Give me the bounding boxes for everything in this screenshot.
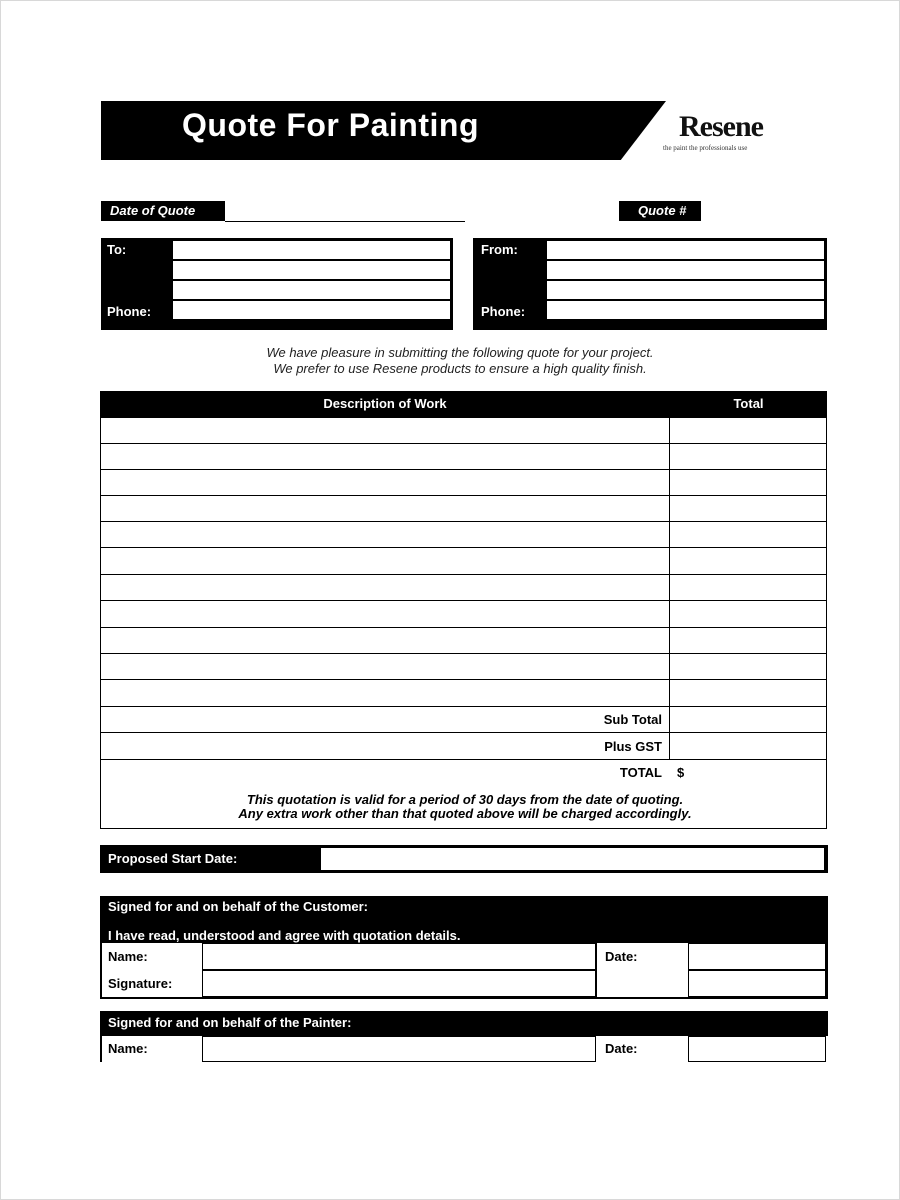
painter-name-field[interactable] <box>202 1036 596 1062</box>
summary-row <box>101 733 826 760</box>
resene-logo: Resene <box>679 110 763 143</box>
painter-date-label: Date: <box>605 1041 638 1056</box>
summary-row <box>101 680 826 707</box>
customer-date-divider <box>595 943 597 999</box>
gst-label: Plus GST <box>604 739 662 754</box>
work-description-cell[interactable] <box>101 601 670 627</box>
work-total-cell[interactable] <box>670 601 826 627</box>
from-phone-field[interactable] <box>546 300 825 320</box>
customer-date-field-2[interactable] <box>688 970 826 997</box>
work-total-cell[interactable] <box>670 470 826 495</box>
from-label: From: <box>481 242 518 257</box>
painter-name-label: Name: <box>108 1041 148 1056</box>
work-description-cell[interactable] <box>101 418 670 443</box>
summary-value-cell[interactable] <box>670 707 826 732</box>
work-total-cell[interactable] <box>670 548 826 574</box>
brand-tagline: the paint the professionals use <box>663 144 748 152</box>
col-description-header: Description of Work <box>323 396 447 411</box>
work-description-cell[interactable] <box>101 654 670 679</box>
to-line-1[interactable] <box>172 240 451 260</box>
customer-left-rule <box>100 943 102 999</box>
customer-name-label: Name: <box>108 949 148 964</box>
date-of-quote-field[interactable] <box>225 219 465 222</box>
customer-heading: Signed for and on behalf of the Customer: <box>108 899 368 914</box>
work-row <box>101 496 826 522</box>
work-description-cell[interactable] <box>101 575 670 600</box>
work-description-cell[interactable] <box>101 444 670 469</box>
work-row <box>101 628 826 654</box>
customer-name-field[interactable] <box>202 943 596 970</box>
work-description-cell[interactable] <box>101 548 670 574</box>
page-title: Quote For Painting <box>182 107 479 143</box>
painter-left-rule <box>100 1036 102 1062</box>
quote-number-label: Quote # <box>638 203 687 218</box>
validity-note-1: This quotation is valid for a period of 30 days from the date of quoting. <box>246 792 684 807</box>
work-row <box>101 470 826 496</box>
painter-date-field[interactable] <box>688 1036 826 1062</box>
work-row <box>101 601 826 628</box>
work-total-cell[interactable] <box>670 575 826 600</box>
customer-signature-field[interactable] <box>202 970 596 997</box>
intro-line-2: We prefer to use Resene products to ensure a high quality finish. <box>273 361 647 376</box>
customer-agreement: I have read, understood and agree with quotation details. <box>108 928 461 943</box>
work-description-cell[interactable] <box>101 628 670 653</box>
from-line-1[interactable] <box>546 240 825 260</box>
start-date-field[interactable] <box>320 847 825 871</box>
work-total-cell[interactable] <box>670 496 826 521</box>
painter-heading: Signed for and on behalf of the Painter: <box>108 1015 352 1030</box>
to-phone-label: Phone: <box>107 304 152 319</box>
validity-note-2: Any extra work other than that quoted above will be charged accordingly. <box>238 806 692 821</box>
date-of-quote-label: Date of Quote <box>110 203 196 218</box>
from-line-3[interactable] <box>546 280 825 300</box>
work-row <box>101 444 826 470</box>
work-row <box>101 548 826 575</box>
work-total-cell[interactable] <box>670 654 826 679</box>
summary-row <box>101 707 826 733</box>
work-row <box>101 418 826 444</box>
work-row <box>101 522 826 548</box>
from-phone-label: Phone: <box>481 304 526 319</box>
work-total-cell[interactable] <box>670 522 826 547</box>
customer-signature-label: Signature: <box>108 976 173 991</box>
col-total-header: Total <box>733 396 764 411</box>
work-total-cell[interactable] <box>670 418 826 443</box>
work-row <box>101 654 826 680</box>
to-line-3[interactable] <box>172 280 451 300</box>
to-phone-field[interactable] <box>172 300 451 320</box>
currency-symbol: $ <box>677 765 685 780</box>
work-row <box>101 575 826 601</box>
summary-value-cell[interactable] <box>670 680 826 706</box>
start-date-label: Proposed Start Date: <box>108 851 238 866</box>
to-line-2[interactable] <box>172 260 451 280</box>
to-label: To: <box>107 242 127 257</box>
work-total-cell[interactable] <box>670 444 826 469</box>
customer-date-field[interactable] <box>688 943 826 970</box>
intro-line-1: We have pleasure in submitting the following quote for your project. <box>266 345 654 360</box>
customer-date-label: Date: <box>605 949 638 964</box>
from-line-2[interactable] <box>546 260 825 280</box>
work-description-cell[interactable] <box>101 470 670 495</box>
total-label: TOTAL <box>619 765 662 780</box>
work-description-cell[interactable] <box>101 522 670 547</box>
summary-value-cell[interactable] <box>670 733 826 759</box>
subtotal-label: Sub Total <box>603 712 662 727</box>
work-table <box>100 418 827 829</box>
work-total-cell[interactable] <box>670 628 826 653</box>
summary-label-cell <box>101 680 670 706</box>
work-description-cell[interactable] <box>101 496 670 521</box>
